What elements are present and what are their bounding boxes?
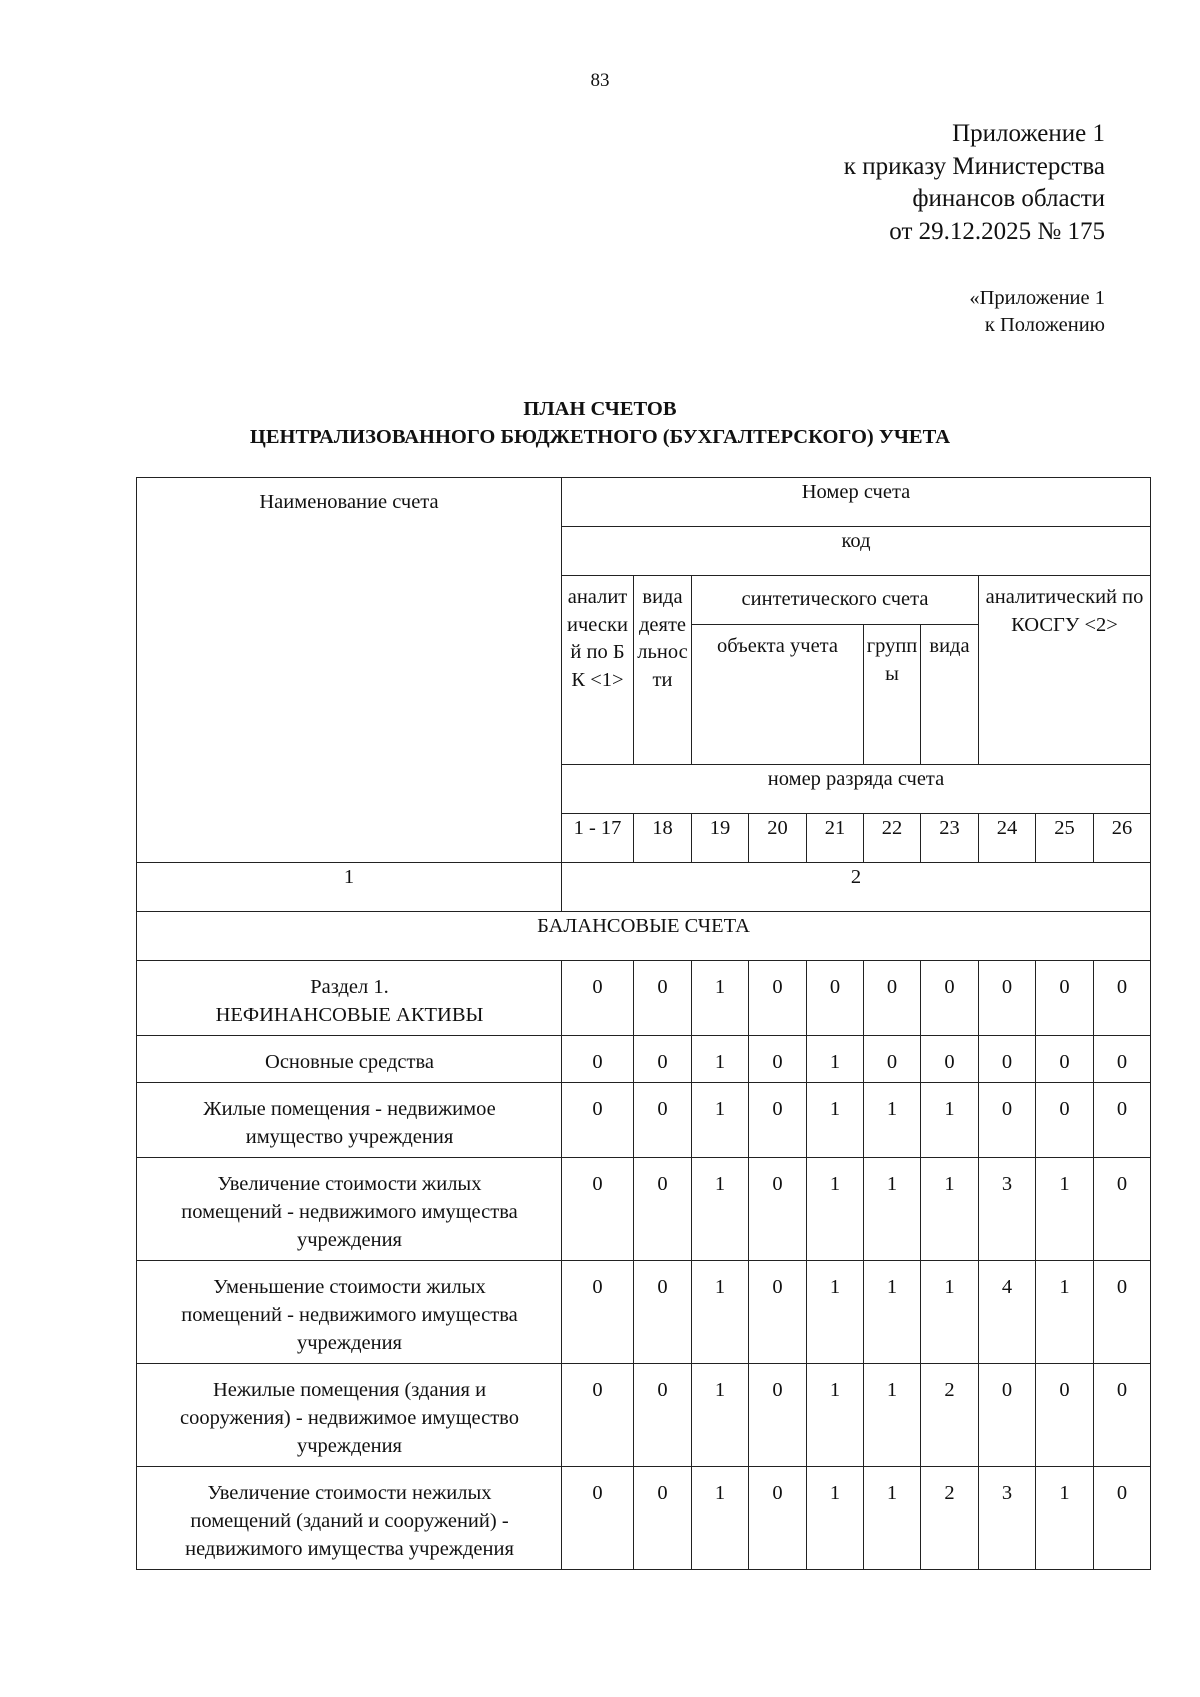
appendix-line: Приложение 1 — [952, 120, 1105, 147]
header-digit-number: номер разряда счета — [562, 765, 1151, 814]
account-digit: 1 — [807, 1261, 864, 1364]
account-digit: 0 — [979, 1083, 1036, 1158]
account-digit: 1 — [864, 1467, 921, 1570]
appendix-line: к приказу Министерства — [843, 152, 1105, 180]
account-name-line: Жилые помещения - недвижимое — [203, 1098, 496, 1120]
digit-header: 18 — [634, 814, 692, 863]
account-digit: 0 — [749, 1467, 807, 1570]
account-name-line: помещений - недвижимого имущества — [181, 1304, 518, 1326]
digit-header: 25 — [1036, 814, 1094, 863]
account-digit: 0 — [634, 1158, 692, 1261]
header-analytic-kosgu: аналитический по КОСГУ <2> — [979, 576, 1151, 765]
table-row — [137, 1467, 1151, 1570]
account-digit: 1 — [1036, 1158, 1094, 1261]
account-name-line: Нежилые помещения (здания и — [212, 1379, 487, 1401]
account-digit: 0 — [921, 1036, 979, 1083]
account-digit: 0 — [749, 1083, 807, 1158]
account-digit: 1 — [807, 1083, 864, 1158]
account-digit: 1 — [807, 1364, 864, 1467]
account-name-line: Увеличение стоимости нежилых — [207, 1482, 492, 1504]
account-digit: 1 — [692, 961, 749, 1036]
account-name — [137, 1261, 562, 1364]
table-row — [137, 1261, 1151, 1364]
digit-header: 21 — [807, 814, 864, 863]
account-name-line: помещений (зданий и сооружений) - — [190, 1510, 509, 1532]
account-digit: 0 — [1036, 1083, 1094, 1158]
account-digit: 0 — [1094, 1036, 1151, 1083]
account-name-line: Увеличение стоимости жилых — [217, 1173, 482, 1195]
table-row — [137, 1158, 1151, 1261]
account-name-line: учреждения — [297, 1229, 402, 1251]
account-digit: 0 — [749, 1364, 807, 1467]
account-digit: 2 — [921, 1364, 979, 1467]
account-digit: 3 — [979, 1467, 1036, 1570]
account-digit: 1 — [807, 1158, 864, 1261]
table-row — [137, 1364, 1151, 1467]
header-group: группы — [864, 625, 921, 765]
account-digit: 0 — [979, 1364, 1036, 1467]
account-digit: 0 — [979, 1036, 1036, 1083]
document-title — [0, 395, 1200, 451]
account-digit: 1 — [692, 1036, 749, 1083]
digit-header: 26 — [1094, 814, 1151, 863]
header-account-name: Наименование счета — [137, 478, 562, 863]
account-digit: 1 — [692, 1158, 749, 1261]
digit-header: 20 — [749, 814, 807, 863]
account-name-line: имущество учреждения — [245, 1126, 454, 1148]
account-digit: 1 — [921, 1083, 979, 1158]
account-digit: 0 — [634, 1364, 692, 1467]
account-name — [137, 1036, 562, 1083]
appendix-line: финансов области — [912, 185, 1105, 212]
account-digit: 2 — [921, 1467, 979, 1570]
account-digit: 1 — [1036, 1261, 1094, 1364]
account-name-line: учреждения — [297, 1435, 402, 1457]
account-name-line: помещений - недвижимого имущества — [181, 1201, 518, 1223]
appendix-header — [844, 118, 1105, 248]
table-row — [137, 1036, 1151, 1083]
account-rows — [137, 961, 1151, 1570]
account-name-line: Основные средства — [265, 1051, 434, 1073]
account-digit: 0 — [749, 1261, 807, 1364]
account-digit: 1 — [921, 1261, 979, 1364]
header-synthetic-account: синтетического счета — [692, 576, 979, 625]
digit-header: 24 — [979, 814, 1036, 863]
appendix-subheader — [969, 285, 1105, 339]
header-account-number: Номер счета — [562, 478, 1151, 527]
account-digit: 0 — [1094, 1261, 1151, 1364]
account-digit: 0 — [864, 1036, 921, 1083]
account-digit: 3 — [979, 1158, 1036, 1261]
account-name — [137, 1158, 562, 1261]
account-digit: 0 — [749, 961, 807, 1036]
account-digit: 0 — [1094, 1083, 1151, 1158]
account-name — [137, 1467, 562, 1570]
account-digit: 0 — [562, 1467, 634, 1570]
account-digit: 1 — [864, 1261, 921, 1364]
account-name-line: недвижимого имущества учреждения — [185, 1538, 514, 1560]
account-digit: 0 — [634, 1261, 692, 1364]
header-accounting-object: объекта учета — [692, 625, 864, 765]
account-digit: 0 — [1036, 1036, 1094, 1083]
digit-header: 23 — [921, 814, 979, 863]
account-digit: 0 — [1094, 961, 1151, 1036]
account-digit: 0 — [562, 1261, 634, 1364]
account-digit: 0 — [1094, 1158, 1151, 1261]
section-balance-accounts: БАЛАНСОВЫЕ СЧЕТА — [137, 912, 1151, 961]
chart-of-accounts-table — [136, 477, 1151, 1570]
account-digit: 0 — [562, 1036, 634, 1083]
header-activity-type: вида деятельности — [634, 576, 692, 765]
account-digit: 0 — [1094, 1364, 1151, 1467]
account-name — [137, 1083, 562, 1158]
account-digit: 1 — [864, 1364, 921, 1467]
column-number-2: 2 — [562, 863, 1151, 912]
account-name-line: учреждения — [297, 1332, 402, 1354]
account-digit: 1 — [807, 1036, 864, 1083]
account-digit: 0 — [562, 1364, 634, 1467]
appendix-sub-line: «Приложение 1 — [969, 287, 1105, 309]
digit-header: 19 — [692, 814, 749, 863]
account-digit: 0 — [634, 1467, 692, 1570]
account-name-line: сооружения) - недвижимое имущество — [180, 1407, 519, 1429]
account-digit: 1 — [692, 1261, 749, 1364]
account-digit: 0 — [634, 1036, 692, 1083]
title-line-2: ЦЕНТРАЛИЗОВАННОГО БЮДЖЕТНОГО (БУХГАЛТЕРСКОГО) УЧЕТА — [249, 426, 951, 448]
header-code: код — [562, 527, 1151, 576]
account-digit: 0 — [562, 1083, 634, 1158]
account-digit: 0 — [1094, 1467, 1151, 1570]
account-digit: 0 — [634, 1083, 692, 1158]
account-digit: 1 — [921, 1158, 979, 1261]
account-name — [137, 1364, 562, 1467]
account-digit: 0 — [1036, 961, 1094, 1036]
account-name — [137, 961, 562, 1036]
table-row — [137, 1083, 1151, 1158]
account-digit: 0 — [921, 961, 979, 1036]
account-name-line: НЕФИНАНСОВЫЕ АКТИВЫ — [215, 1004, 484, 1026]
account-digit: 0 — [864, 961, 921, 1036]
account-name-line: Раздел 1. — [310, 976, 389, 998]
table-row — [137, 961, 1151, 1036]
title-line-1: ПЛАН СЧЕТОВ — [523, 398, 677, 420]
account-digit: 0 — [562, 1158, 634, 1261]
account-digit: 1 — [692, 1467, 749, 1570]
appendix-line: от 29.12.2025 № 175 — [889, 217, 1105, 245]
account-digit: 1 — [864, 1083, 921, 1158]
account-digit: 0 — [634, 961, 692, 1036]
column-number-1: 1 — [137, 863, 562, 912]
header-kind: вида — [921, 625, 979, 765]
account-name-line: Уменьшение стоимости жилых — [213, 1276, 486, 1298]
account-digit: 1 — [807, 1467, 864, 1570]
digit-header: 1 - 17 — [562, 814, 634, 863]
account-digit: 0 — [562, 961, 634, 1036]
account-digit: 0 — [749, 1036, 807, 1083]
account-digit: 1 — [692, 1364, 749, 1467]
account-digit: 0 — [1036, 1364, 1094, 1467]
header-analytic-bk: аналитический по БК <1> — [562, 576, 634, 765]
account-digit: 4 — [979, 1261, 1036, 1364]
account-digit: 0 — [749, 1158, 807, 1261]
account-digit: 0 — [807, 961, 864, 1036]
page-number: 83 — [590, 70, 610, 91]
digit-header: 22 — [864, 814, 921, 863]
account-digit: 1 — [692, 1083, 749, 1158]
appendix-sub-line: к Положению — [984, 314, 1105, 336]
account-digit: 0 — [979, 961, 1036, 1036]
account-digit: 1 — [1036, 1467, 1094, 1570]
account-digit: 1 — [864, 1158, 921, 1261]
